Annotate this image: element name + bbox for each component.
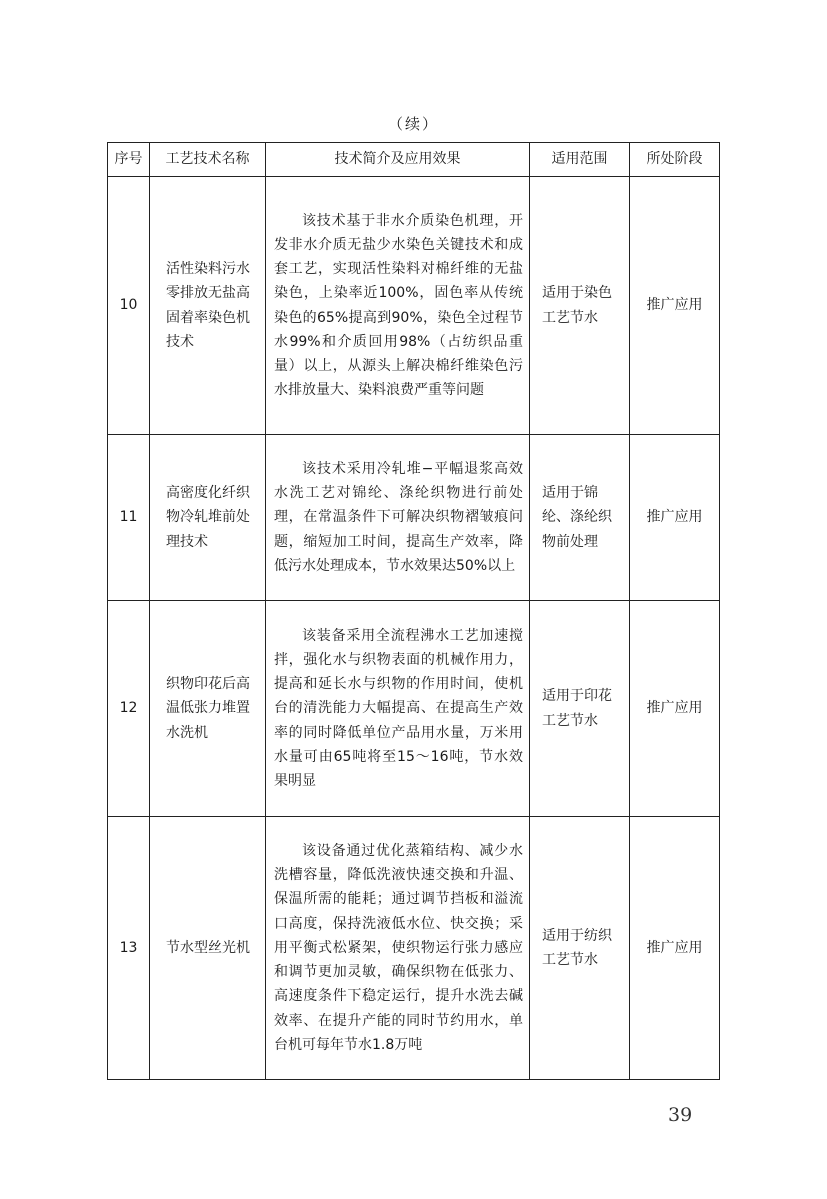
- stage: 推广应用: [630, 177, 720, 435]
- header-desc: 技术简介及应用效果: [266, 143, 530, 177]
- tech-name: 节水型丝光机: [150, 817, 266, 1080]
- applicable-scope: 适用于染色工艺节水: [530, 177, 630, 435]
- applicable-scope: 适用于印花工艺节水: [530, 601, 630, 817]
- tech-name: 织物印花后高温低张力堆置水洗机: [150, 601, 266, 817]
- stage: 推广应用: [630, 435, 720, 601]
- row-number: 13: [108, 817, 150, 1080]
- tech-description: 该设备通过优化蒸箱结构、减少水洗槽容量，降低洗液快速交换和升温、保温所需的能耗；通过调节挡板和溢流口高度，保持洗液低水位、快交换；采用平衡式松紧架，使织物运行张力感应和调节更加灵敏，确保织物在低张力、高速度条件下稳定运行，提升水洗去碱效率、在提升产能的同时节约用水，单台机可每年节水1.8万吨: [274, 843, 523, 1053]
- header-scope: 适用范围: [530, 143, 630, 177]
- page-number: 39: [668, 1104, 693, 1126]
- table-row: [108, 435, 720, 601]
- tech-name: 活性染料污水零排放无盐高固着率染色机技术: [150, 177, 266, 435]
- applicable-scope: 适用于纺织工艺节水: [530, 817, 630, 1080]
- technology-table: [107, 142, 720, 1080]
- stage: 推广应用: [630, 601, 720, 817]
- tech-description: 该技术采用冷轧堆−平幅退浆高效水洗工艺对锦纶、涤纶织物进行前处理，在常温条件下可解决织物褶皱痕问题，缩短加工时间，提高生产效率，降低污水处理成本，节水效果达50%以上: [274, 460, 523, 574]
- row-number: 11: [108, 435, 150, 601]
- row-number: 10: [108, 177, 150, 435]
- header-name: 工艺技术名称: [150, 143, 266, 177]
- applicable-scope: 适用于锦纶、涤纶织物前处理: [530, 435, 630, 601]
- tech-description: 该装备采用全流程沸水工艺加速搅拌，强化水与织物表面的机械作用力，提高和延长水与织物的作用时间，使机台的清洗能力大幅提高、在提高生产效率的同时降低单位产品用水量，万米用水量可由65吨将至15～16吨，节水效果明显: [274, 627, 523, 789]
- row-number: 12: [108, 601, 150, 817]
- tech-name: 高密度化纤织物冷轧堆前处理技术: [150, 435, 266, 601]
- tech-description: 该技术基于非水介质染色机理，开发非水介质无盐少水染色关键技术和成套工艺，实现活性染料对棉纤维的无盐染色，上染率近100%，固色率从传统染色的65%提高到90%，染色全过程节水99%和介质回用98%（占纺织品重量）以上，从源头上解决棉纤维染色污水排放量大、染料浪费严重等问题: [274, 212, 523, 399]
- header-no: 序号: [108, 143, 150, 177]
- table-caption: （续）: [387, 115, 439, 133]
- header-stage: 所处阶段: [630, 143, 720, 177]
- stage: 推广应用: [630, 817, 720, 1080]
- table-row: [108, 177, 720, 435]
- header-row: [108, 143, 720, 177]
- table-row: [108, 817, 720, 1080]
- table-row: [108, 601, 720, 817]
